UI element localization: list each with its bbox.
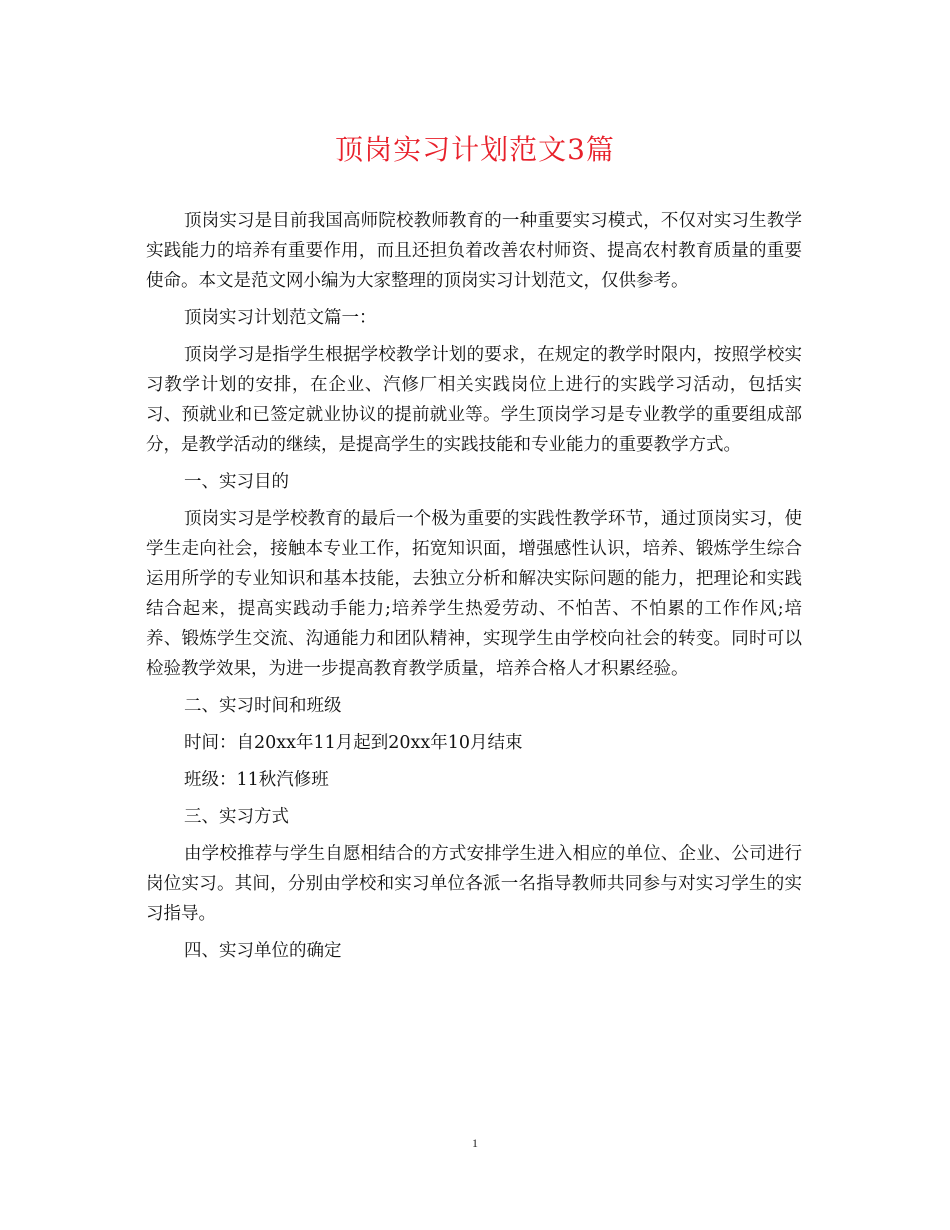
page-number: 1 xyxy=(472,1136,478,1150)
method-paragraph: 由学校推荐与学生自愿相结合的方式安排学生进入相应的单位、企业、公司进行岗位实习。其间，分别由学校和实习单位各派一名指导教师共同参与对实习学生的实习指导。 xyxy=(146,844,802,924)
definition-paragraph: 顶岗学习是指学生根据学校教学计划的要求，在规定的教学时限内，按照学校实习教学计划的安排，在企业、汽修厂相关实践岗位上进行的实践学习活动，包括实习、预就业和已签定就业协议的提前就业等。学生顶岗学习是专业教学的重要组成部分，是教学活动的继续，是提高学生的实践技能和专业能力的重要教学方式。 xyxy=(146,345,802,455)
document-body xyxy=(146,206,802,973)
purpose-paragraph: 顶岗实习是学校教育的最后一个极为重要的实践性教学环节，通过顶岗实习，使学生走向社会，接触本专业工作，拓宽知识面，增强感性认识，培养、锻炼学生综合运用所学的专业知识和基本技能，去独立分析和解决实际问题的能力，把理论和实践结合起来，提高实践动手能力;培养学生热爱劳动、不怕苦、不怕累的工作作风;培养、锻炼学生交流、沟通能力和团队精神，实现学生由学校向社会的转变。同时可以检验教学效果，为进一步提高教育教学质量，培养合格人才积累经验。 xyxy=(146,509,802,679)
section-heading-time-class: 二、实习时间和班级 xyxy=(184,696,342,716)
intro-paragraph: 顶岗实习是目前我国高师院校教师教育的一种重要实习模式，不仅对实习生教学实践能力的培养有重要作用，而且还担负着改善农村师资、提高农村教育质量的重要使命。本文是范文网小编为大家整理的顶岗实习计划范文，仅供参考。 xyxy=(146,211,802,291)
time-line: 时间：自20xx年11月起到20xx年10月结束 xyxy=(184,733,523,753)
section-heading-sample-one: 顶岗实习计划范文篇一： xyxy=(184,308,377,328)
section-heading-purpose: 一、实习目的 xyxy=(184,472,289,492)
section-heading-unit: 四、实习单位的确定 xyxy=(184,941,342,961)
class-line: 班级：11秋汽修班 xyxy=(184,770,329,790)
section-heading-method: 三、实习方式 xyxy=(184,807,289,827)
document-title: 顶岗实习计划范文3篇 xyxy=(335,133,615,166)
